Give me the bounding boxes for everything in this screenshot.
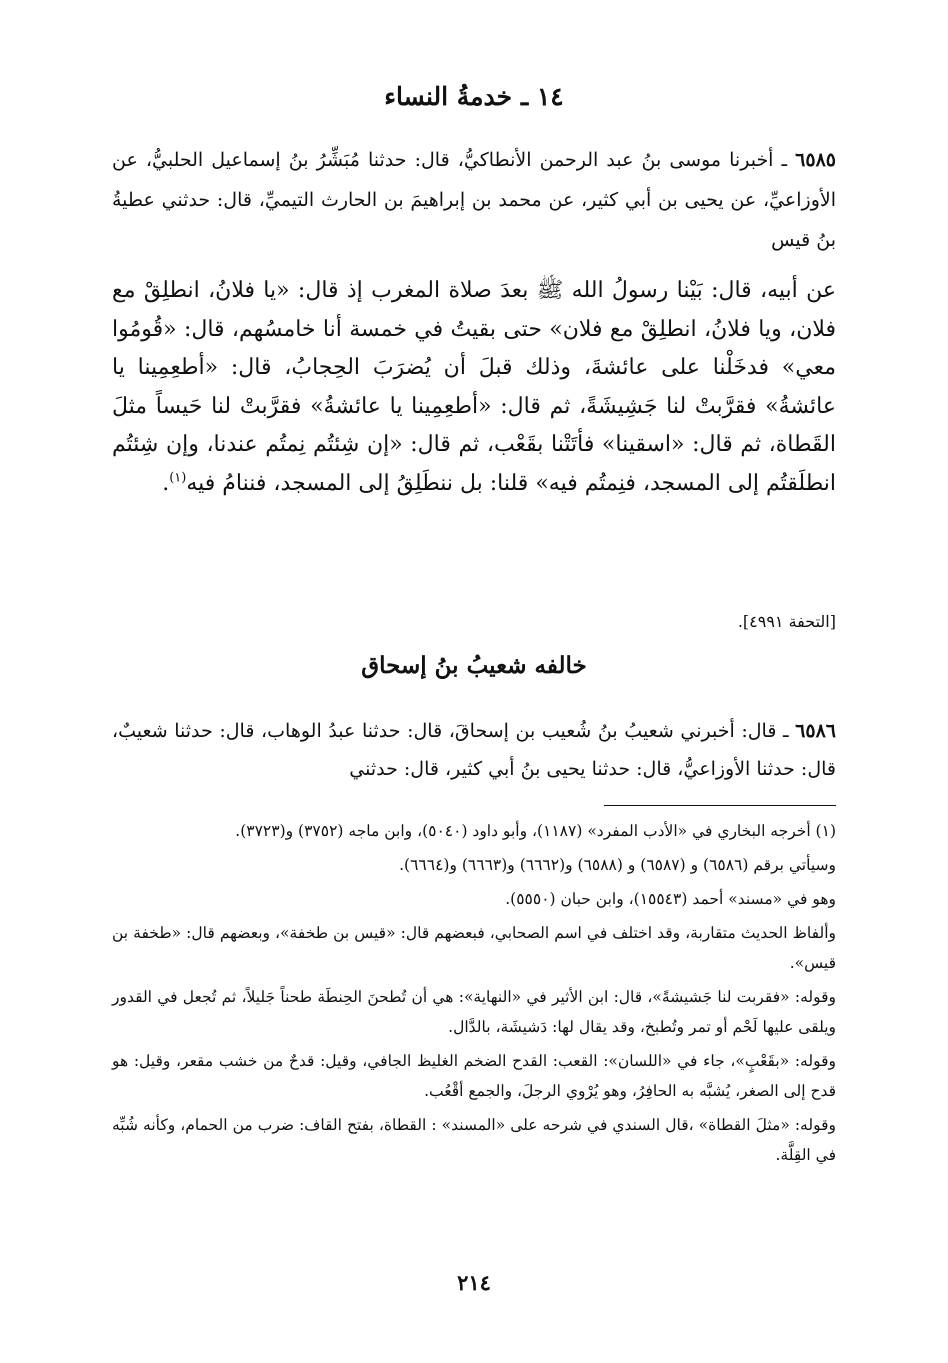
hadith-number: ٦٥٨٦	[795, 720, 836, 742]
footnote-cross-reference: وسيأتي برقم (٦٥٨٦) و (٦٥٨٧) و (٦٥٨٨) و(٦٦٦٢) و(٦٦٦٣) و(٦٦٦٤).	[399, 856, 836, 874]
footnote-marker[interactable]: (١)	[169, 470, 187, 486]
matn-end: .	[162, 470, 170, 496]
hadith-6585-isnad	[112, 140, 836, 260]
tuhfa-reference: [التحفة ٤٩٩١].	[737, 612, 836, 631]
page-number: ٢١٤	[457, 1270, 491, 1295]
hadith-text: ـ قال: أخبرني شعيبُ بنُ شُعيب بن إسحاقَ، قال: حدثنا عبدُ الوهاب، قال: حدثنا شعيبٌ، قال: حدثنا الأوزاعيُّ، قال: حدثنا يحيى بنُ أبي كثير، قال: حدثني	[112, 720, 836, 780]
footnote-jashisha: وقوله: «فقربت لنا جَشيشةً»، قال: ابن الأثير في «النهاية»: هي أن تُطحنَ الحِنطَة طحناً جَليلاً، ثم تُجعل في القدور ويلقى عليها لَحْم أو تمر وتُطبخ، وقد يقال لها: دَشيشَة، بالدَّال.	[112, 988, 836, 1036]
matn-text: عن أبيه، قال: بَيْنا رسولُ الله ﷺ بعدَ صلاة المغرب إذ قال: «يا فلانُ، انطلِقْ مع فلان، ويا فلانُ، انطلِقْ مع فلان» حتى بقيتُ في خمسة أنا خامسُهم، قال: «قُومُوا معي» فدخَلْنا على عائشةَ، وذلك قبلَ أن يُضرَبَ الحِجابُ، قال: «أطعِمِينا يا عائشةُ» فقرَّبتْ لنا جَشِيشَةً، ثم قال: «أطعِمِينا يا عائشةُ» فقرَّبتْ لنا حَيساً مثلَ القَطاة، ثم قال: «اسقينا» فأتَتْنا بقَعْب، ثم قال: «إن شِئتُم نِمتُم عندنا، وإن شِئتُم انطلَقتُم إلى المسجد، فنِمتُم فيه» قلنا: بل ننطَلِقُ إلى المسجد، فننامُ فيه	[112, 278, 836, 496]
footnote-variants: وألفاظ الحديث متقاربة، وقد اختلف في اسم الصحابي، فبعضهم قال: «قيس بن طخفة»، وبعضهم قال: «طخفة بن قيس».	[112, 924, 836, 972]
hadith-6585-matn	[112, 272, 836, 503]
footnote-qatat: وقوله: «مثلَ القطاة» ،قال السندي في شرحه على «المسند» : القطاة، بفتح القاف: ضرب من الحمام، وكأنه شُبِّه في القِلَّة.	[112, 1116, 836, 1164]
footnote-divider	[604, 805, 836, 806]
footnote-qaab: وقوله: «بقَعْبٍ»، جاء في «اللسان»: القعب: القدح الضخم الغليظ الجافي، وقيل: قدحٌ من خشب مقعر، وقيل: هو قدح إلى الصغر، يُشبَّه به الحافِرُ، وهو يُرْوي الرجلَ، والجمع أقْعُب.	[112, 1052, 836, 1100]
hadith-6586	[112, 712, 836, 788]
footnotes	[112, 816, 836, 1174]
footnote-musnad: وهو في «مسند» أحمد (١٥٥٤٣)، وابن حبان (٥٥٥٠).	[505, 890, 836, 908]
chapter-title: ١٤ ـ خدمةُ النساء	[384, 82, 564, 111]
hadith-number: ٦٥٨٥	[795, 149, 836, 171]
section-title: خالفه شعيبُ بنُ إسحاق	[361, 652, 587, 679]
footnote-1: (١) أخرجه البخاري في «الأدب المفرد» (١١٨٧)، وأبو داود (٥٠٤٠)، وابن ماجه (٣٧٥٢) و(٣٧٢٣).	[235, 822, 836, 840]
isnad-text: ـ أخبرنا موسى بنُ عبد الرحمن الأنطاكيُّ، قال: حدثنا مُبَشِّرُ بنُ إسماعيل الحلبيُّ، عن الأوزاعيِّ، عن يحيى بن أبي كثير، عن محمد بن إبراهيمَ بن الحارث التيميِّ، قال: حدثني عطيةُ بنُ قيس	[112, 149, 836, 251]
